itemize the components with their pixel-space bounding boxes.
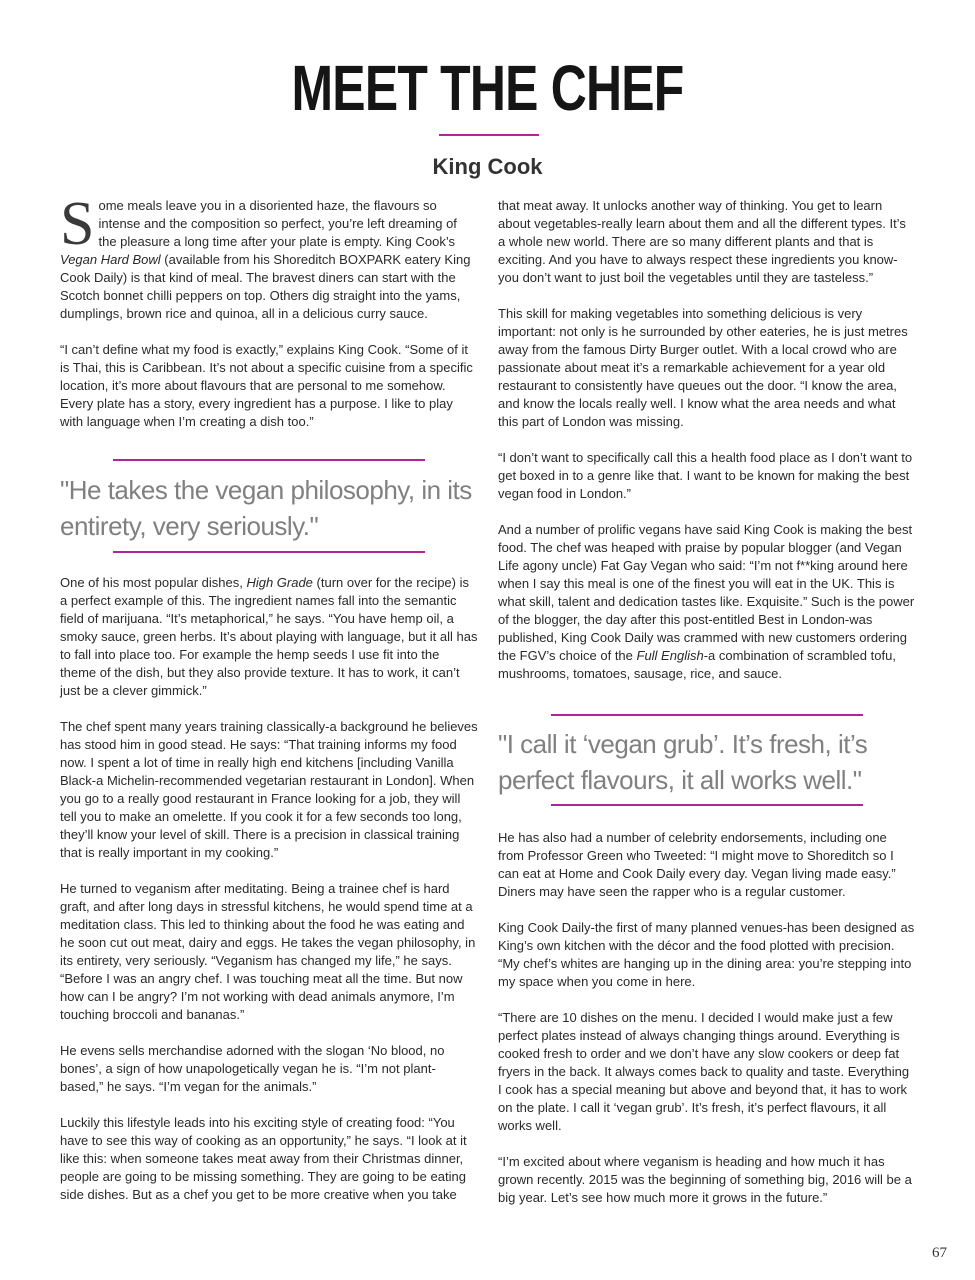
body-paragraph: Luckily this lifestyle leads into his exciting style of creating food: “You have to see this way of cooking as an opportunity,” he says. “I look at it like this: when someone takes meat away from their Christmas dinner, people are going to be missing something. They are going to be eating side dishes. But as a chef you get to be more creative when you take <box>60 1115 467 1202</box>
dish-name: Full English <box>636 648 704 663</box>
right-column <box>498 197 916 1225</box>
pull-quote-rule-top <box>551 714 863 716</box>
dish-name: Vegan Hard Bowl <box>60 252 161 267</box>
pull-quote-rule-bottom <box>113 551 425 553</box>
body-paragraph: that meat away. It unlocks another way of thinking. You get to learn about vegetables-really learn about them and all the different types. It’s a whole new world. There are so many different plants and that is exciting. And you have to always respect these ingredients you know-you don’t want to just boil the vegetables until they are tasteless.” <box>498 198 906 285</box>
left-column <box>60 190 478 1222</box>
pull-quote-rule-bottom <box>551 804 863 806</box>
body-paragraph: “I don’t want to specifically call this a health food place as I don’t want to get boxed in to a genre like that. I want to be known for making the best vegan food in London.” <box>498 450 913 501</box>
title-underline <box>439 134 539 136</box>
body-paragraph: This skill for making vegetables into something delicious is very important: not only is he surrounded by other eateries, he is just metres away from the famous Dirty Burger outlet. With a local crowd who are passionate about meat it’s a remarkable achievement for a year old restaurant to consistently have queues out the door. “I know the area, and know the locals really well. I know what the area needs and what this part of London was missing. <box>498 306 908 429</box>
page-number: 67 <box>932 1245 947 1261</box>
body-paragraph: “I’m excited about where veganism is heading and how much it has grown recently. 2015 was the beginning of something big, 2016 will be a big year. Let’s see how much more it grows in the future.” <box>498 1154 912 1205</box>
body-paragraph: One of his most popular dishes, High Grade (turn over for the recipe) is a perfect example of this. The ingredient names fall into the semantic field of marijuana. “It’s metaphorical,” he says. “You have hemp oil, a smoky sauce, green herbs. It’s about playing with language, but it all has to fall into place too. For example the hemp seeds I use fit into the theme of the dish, but they also provide texture. It has to work, it can’t just be a clever gimmick.” <box>60 575 478 698</box>
pull-quote: "He takes the vegan philosophy, in its entirety, very seriously." <box>60 475 472 541</box>
body-paragraph: King Cook Daily-the first of many planned venues-has been designed as King’s own kitchen with the décor and the food plotted with precision. “My chef’s whites are hanging up in the dining area: you’re stepping into my space when you come in here. <box>498 920 915 989</box>
body-paragraph: “There are 10 dishes on the menu. I decided I would make just a few perfect plates instead of always changing things around. Everything is cooked fresh to order and we don’t have any slow cookers or deep fat fryers in the back. It always comes back to quality and taste. Everything I cook has a special meaning but above and beyond that, it has to work on the plate. I call it ‘vegan grub’. It’s fresh, it’s perfect flavours, it all works well. <box>498 1010 910 1133</box>
body-paragraph: “I can’t define what my food is exactly,” explains King Cook. “Some of it is Thai, this is Caribbean. It’s not about a specific cuisine from a specific location, it’s more about flavours that are personal to me somehow. Every plate has a story, every ingredient has a purpose. I like to play with language when I’m creating a dish too.” <box>60 342 473 429</box>
pull-quote: "I call it ‘vegan grub’. It’s fresh, it’s perfect flavours, it all works well." <box>498 729 868 795</box>
body-paragraph: And a number of prolific vegans have said King Cook is making the best food. The chef was heaped with praise by popular blogger (and Vegan Life agony uncle) Fat Gay Vegan who said: “I’m not f**king around here when I say this meal is one of the finest you will eat in the UK. This is what skill, talent and dedication tastes like. Exquisite.” Such is the power of the blogger, the day after this post-entitled Best in London-was published, King Cook Daily was crammed with new customers ordering the FGV’s choice of the Full English-a combination of scrambled tofu, mushrooms, tomatoes, sausage, rice, and sauce. <box>498 522 915 681</box>
chef-name-subtitle: King Cook <box>432 154 543 179</box>
intro-paragraph: Some meals leave you in a disoriented haze, the flavours so intense and the composition so perfect, you’re left dreaming of the pleasure a long time after your plate is empty. King Cook’s Vegan Hard Bowl (available from his Shoreditch BOXPARK eatery King Cook Daily) is that kind of meal. The bravest diners can start with the Scotch bonnet chilli peppers on top. Others dig straight into the yams, dumplings, brown rice and quinoa, all in a delicious curry sauce. <box>60 190 471 321</box>
body-paragraph: He turned to veganism after meditating. Being a trainee chef is hard graft, and after long days in stressful kitchens, he would spend time at a meditation class. This led to thinking about the food he was eating and he soon cut out meat, dairy and eggs. He takes the vegan philosophy, in its entirety, very seriously. “Veganism has changed my life,” he says. “Before I was an angry chef. I was touching meat all the time. But now how can I be angry? I’m not working with dead animals anymore, I’m touching broccoli and bananas.” <box>60 881 476 1022</box>
drop-cap: S <box>60 190 95 258</box>
page-title: MEET THE CHEF <box>291 52 684 124</box>
body-paragraph: The chef spent many years training classically-a background he believes has stood him in good stead. He says: “That training informs my food now. I spent a lot of time in really high end kitchens [including Vanilla Black-a Michelin-recommended vegetarian restaurant in London]. When you go to a really good restaurant in France looking for a job, they will tell you to make an omelette. If you cook it for a few seconds too long, they’ll know your level of skill. There is a precision in classical training that is really important in my cooking.” <box>60 719 478 860</box>
dish-name: High Grade <box>246 575 313 590</box>
body-paragraph: He evens sells merchandise adorned with the slogan ‘No blood, no bones’, a sign of how unapologetically vegan he is. “I’m not plant-based,” he says. “I’m vegan for the animals.” <box>60 1043 445 1094</box>
body-paragraph: He has also had a number of celebrity endorsements, including one from Professor Green who Tweeted: “I might move to Shoreditch so I can eat at Home and Cook Daily every day. Vegan living made easy.” Diners may have seen the rapper who is a regular customer. <box>498 830 896 899</box>
pull-quote-rule-top <box>113 459 425 461</box>
